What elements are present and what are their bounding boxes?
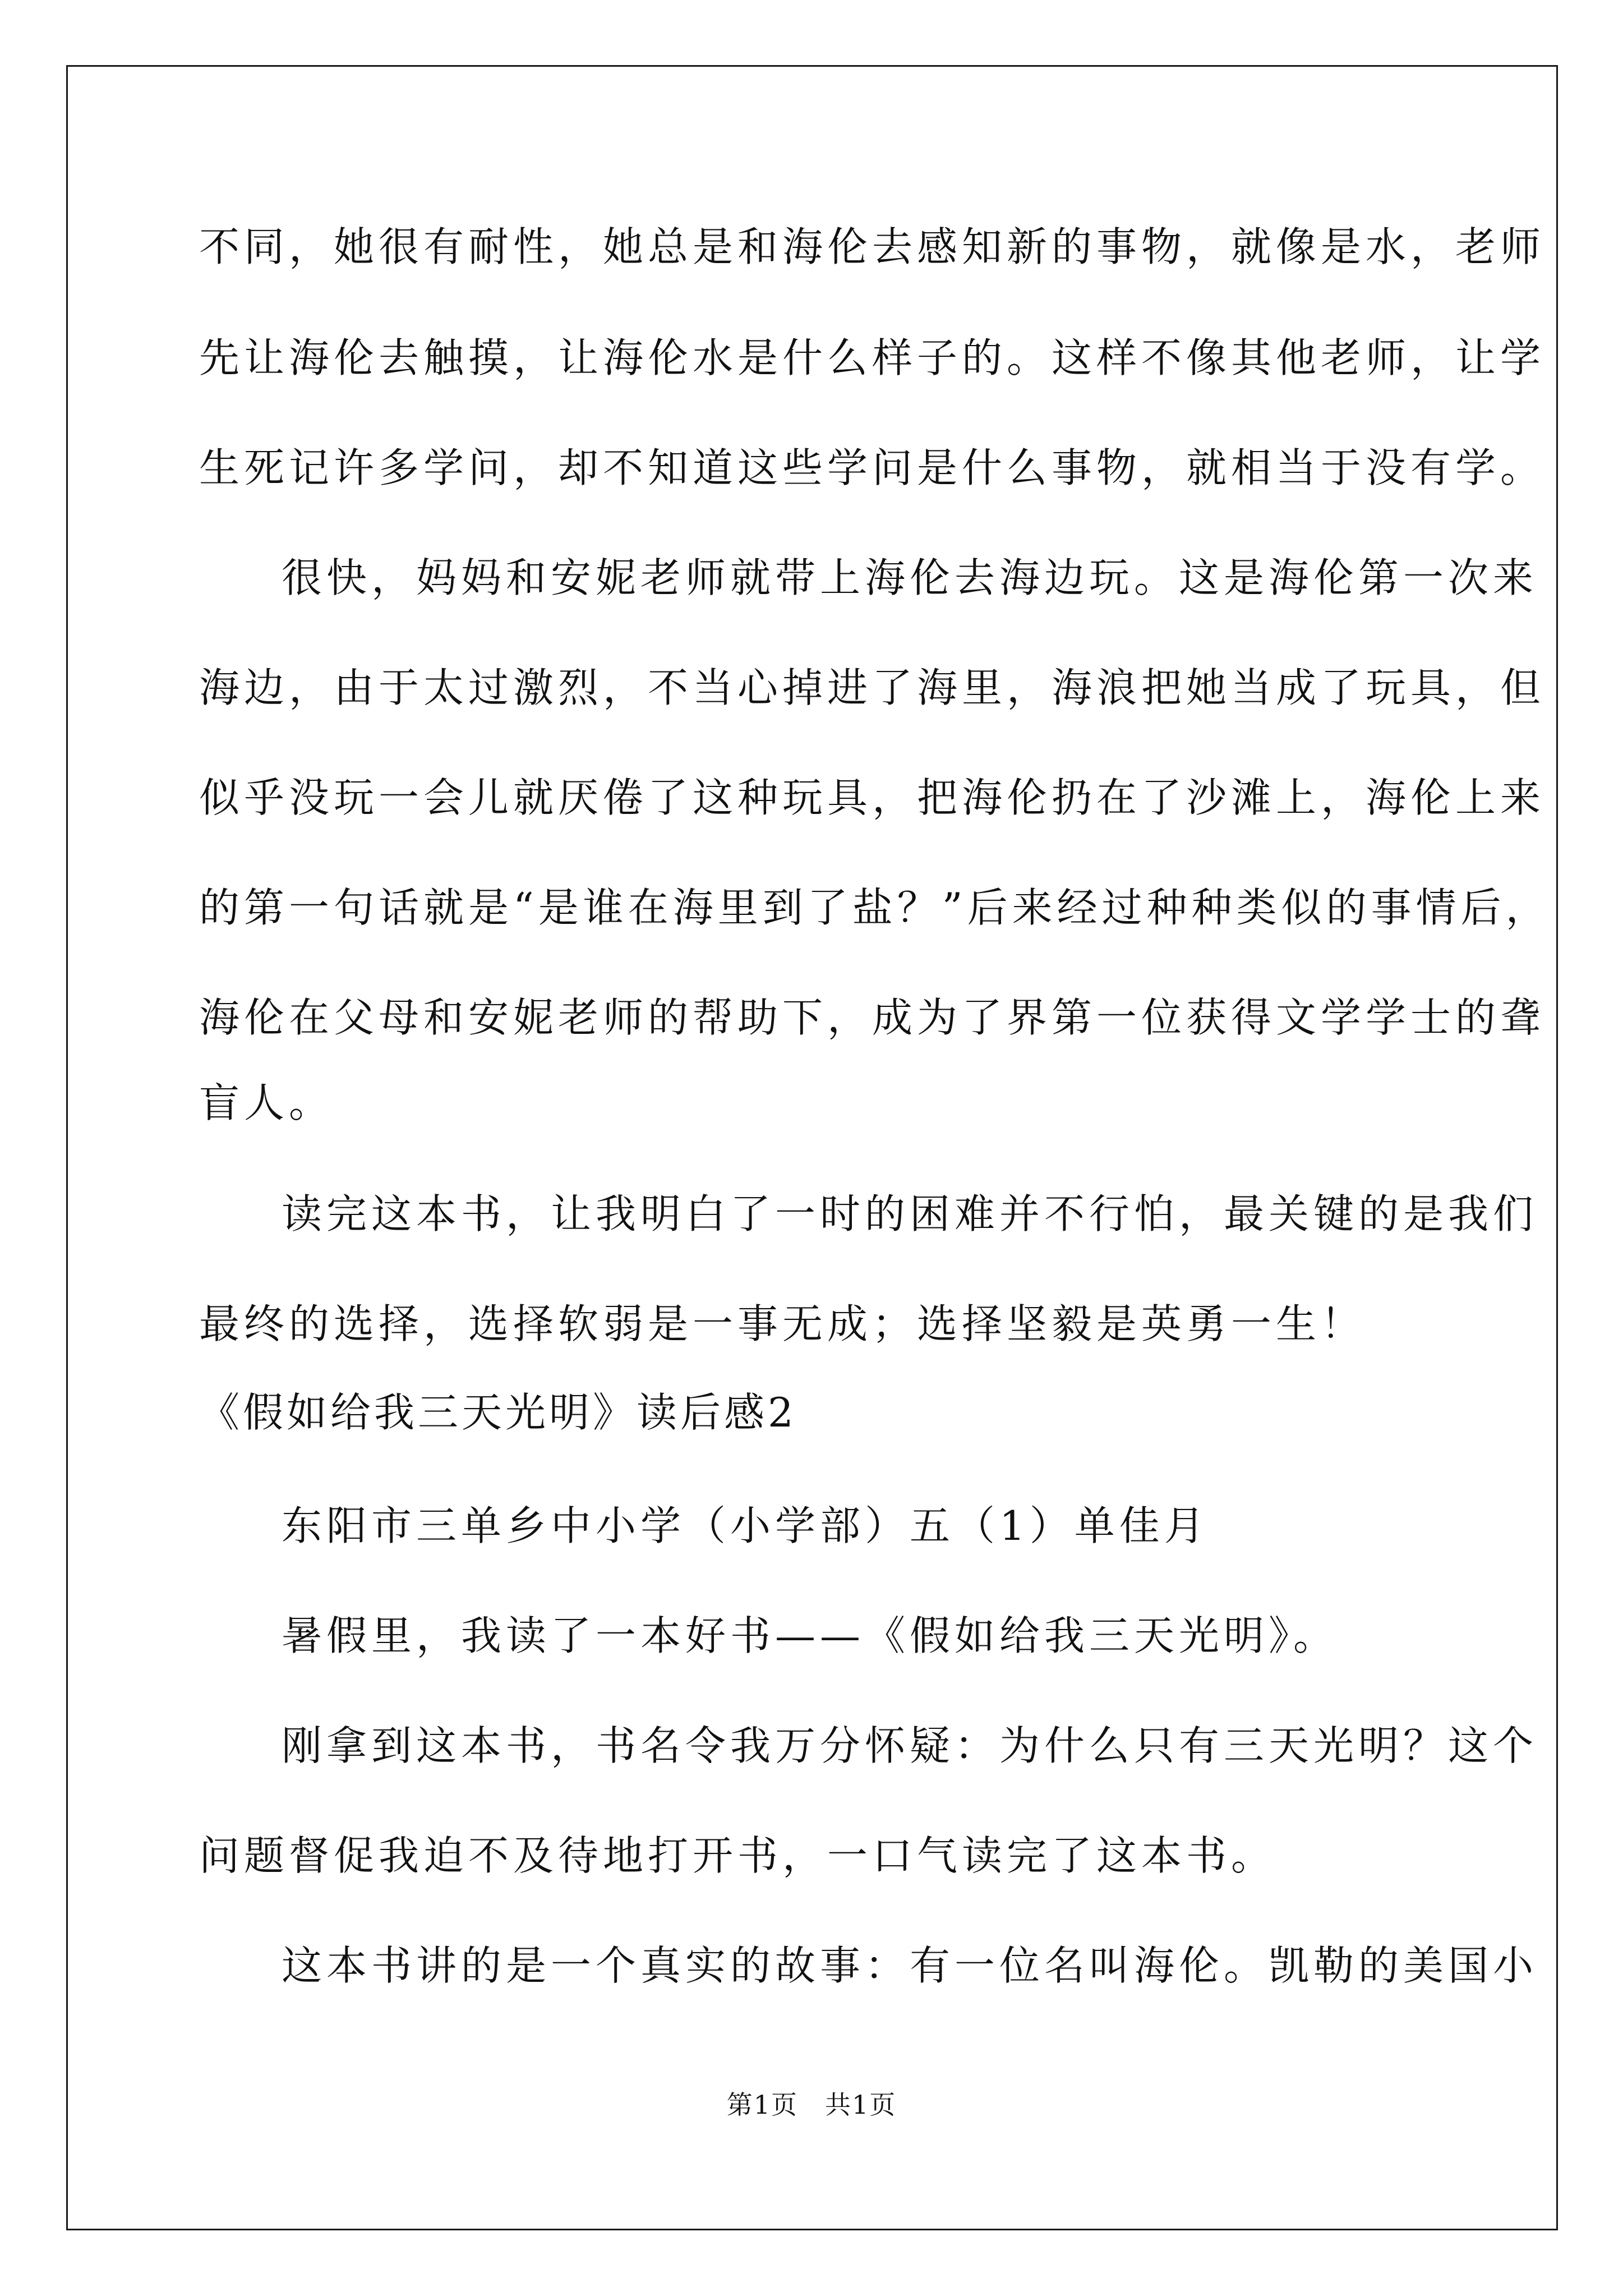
paragraph-start-line: 读完这本书，让我明白了一时的困难并不行怕，最关键的是我们 [282,1190,1538,1237]
text-line: 不同，她很有耐性，她总是和海伦去感知新的事物，就像是水，老师 [199,223,1546,270]
page-border [66,65,1558,2230]
paragraph-start-line: 这本书讲的是一个真实的故事：有一位名叫海伦。凯勒的美国小 [282,1942,1538,1989]
page-number-footer: 第1页 共1页 [726,2090,897,2120]
text-line: 最终的选择，选择软弱是一事无成；选择坚毅是英勇一生！ [199,1300,1366,1347]
text-line: 的第一句话就是“是谁在海里到了盐？”后来经过种种类似的事情后， [199,884,1551,931]
paragraph-start-line: 很快，妈妈和安妮老师就带上海伦去海边玩。这是海伦第一次来 [282,554,1538,601]
text-line: 先让海伦去触摸，让海伦水是什么样子的。这样不像其他老师，让学 [199,334,1546,381]
text-line: 生死记许多学问，却不知道这些学问是什么事物，就相当于没有学。 [199,444,1546,491]
text-line: 盲人。 [199,1079,334,1126]
text-line: 海边，由于太过激烈，不当心掉进了海里，海浪把她当成了玩具，但 [199,664,1546,711]
text-line: 似乎没玩一会儿就厌倦了这种玩具，把海伦扔在了沙滩上，海伦上来 [199,774,1546,821]
paragraph-start-line: 暑假里，我读了一本好书——《假如给我三天光明》。 [282,1612,1339,1659]
text-line: 问题督促我迫不及待地打开书，一口气读完了这本书。 [199,1832,1276,1879]
paragraph-start-line: 刚拿到这本书，书名令我万分怀疑：为什么只有三天光明？这个 [282,1722,1538,1769]
author-line: 东阳市三单乡中小学（小学部）五（1）单佳月 [282,1502,1209,1549]
section-heading: 《假如给我三天光明》读后感2 [199,1389,797,1436]
text-line: 海伦在父母和安妮老师的帮助下，成为了界第一位获得文学学士的聋 [199,994,1546,1041]
